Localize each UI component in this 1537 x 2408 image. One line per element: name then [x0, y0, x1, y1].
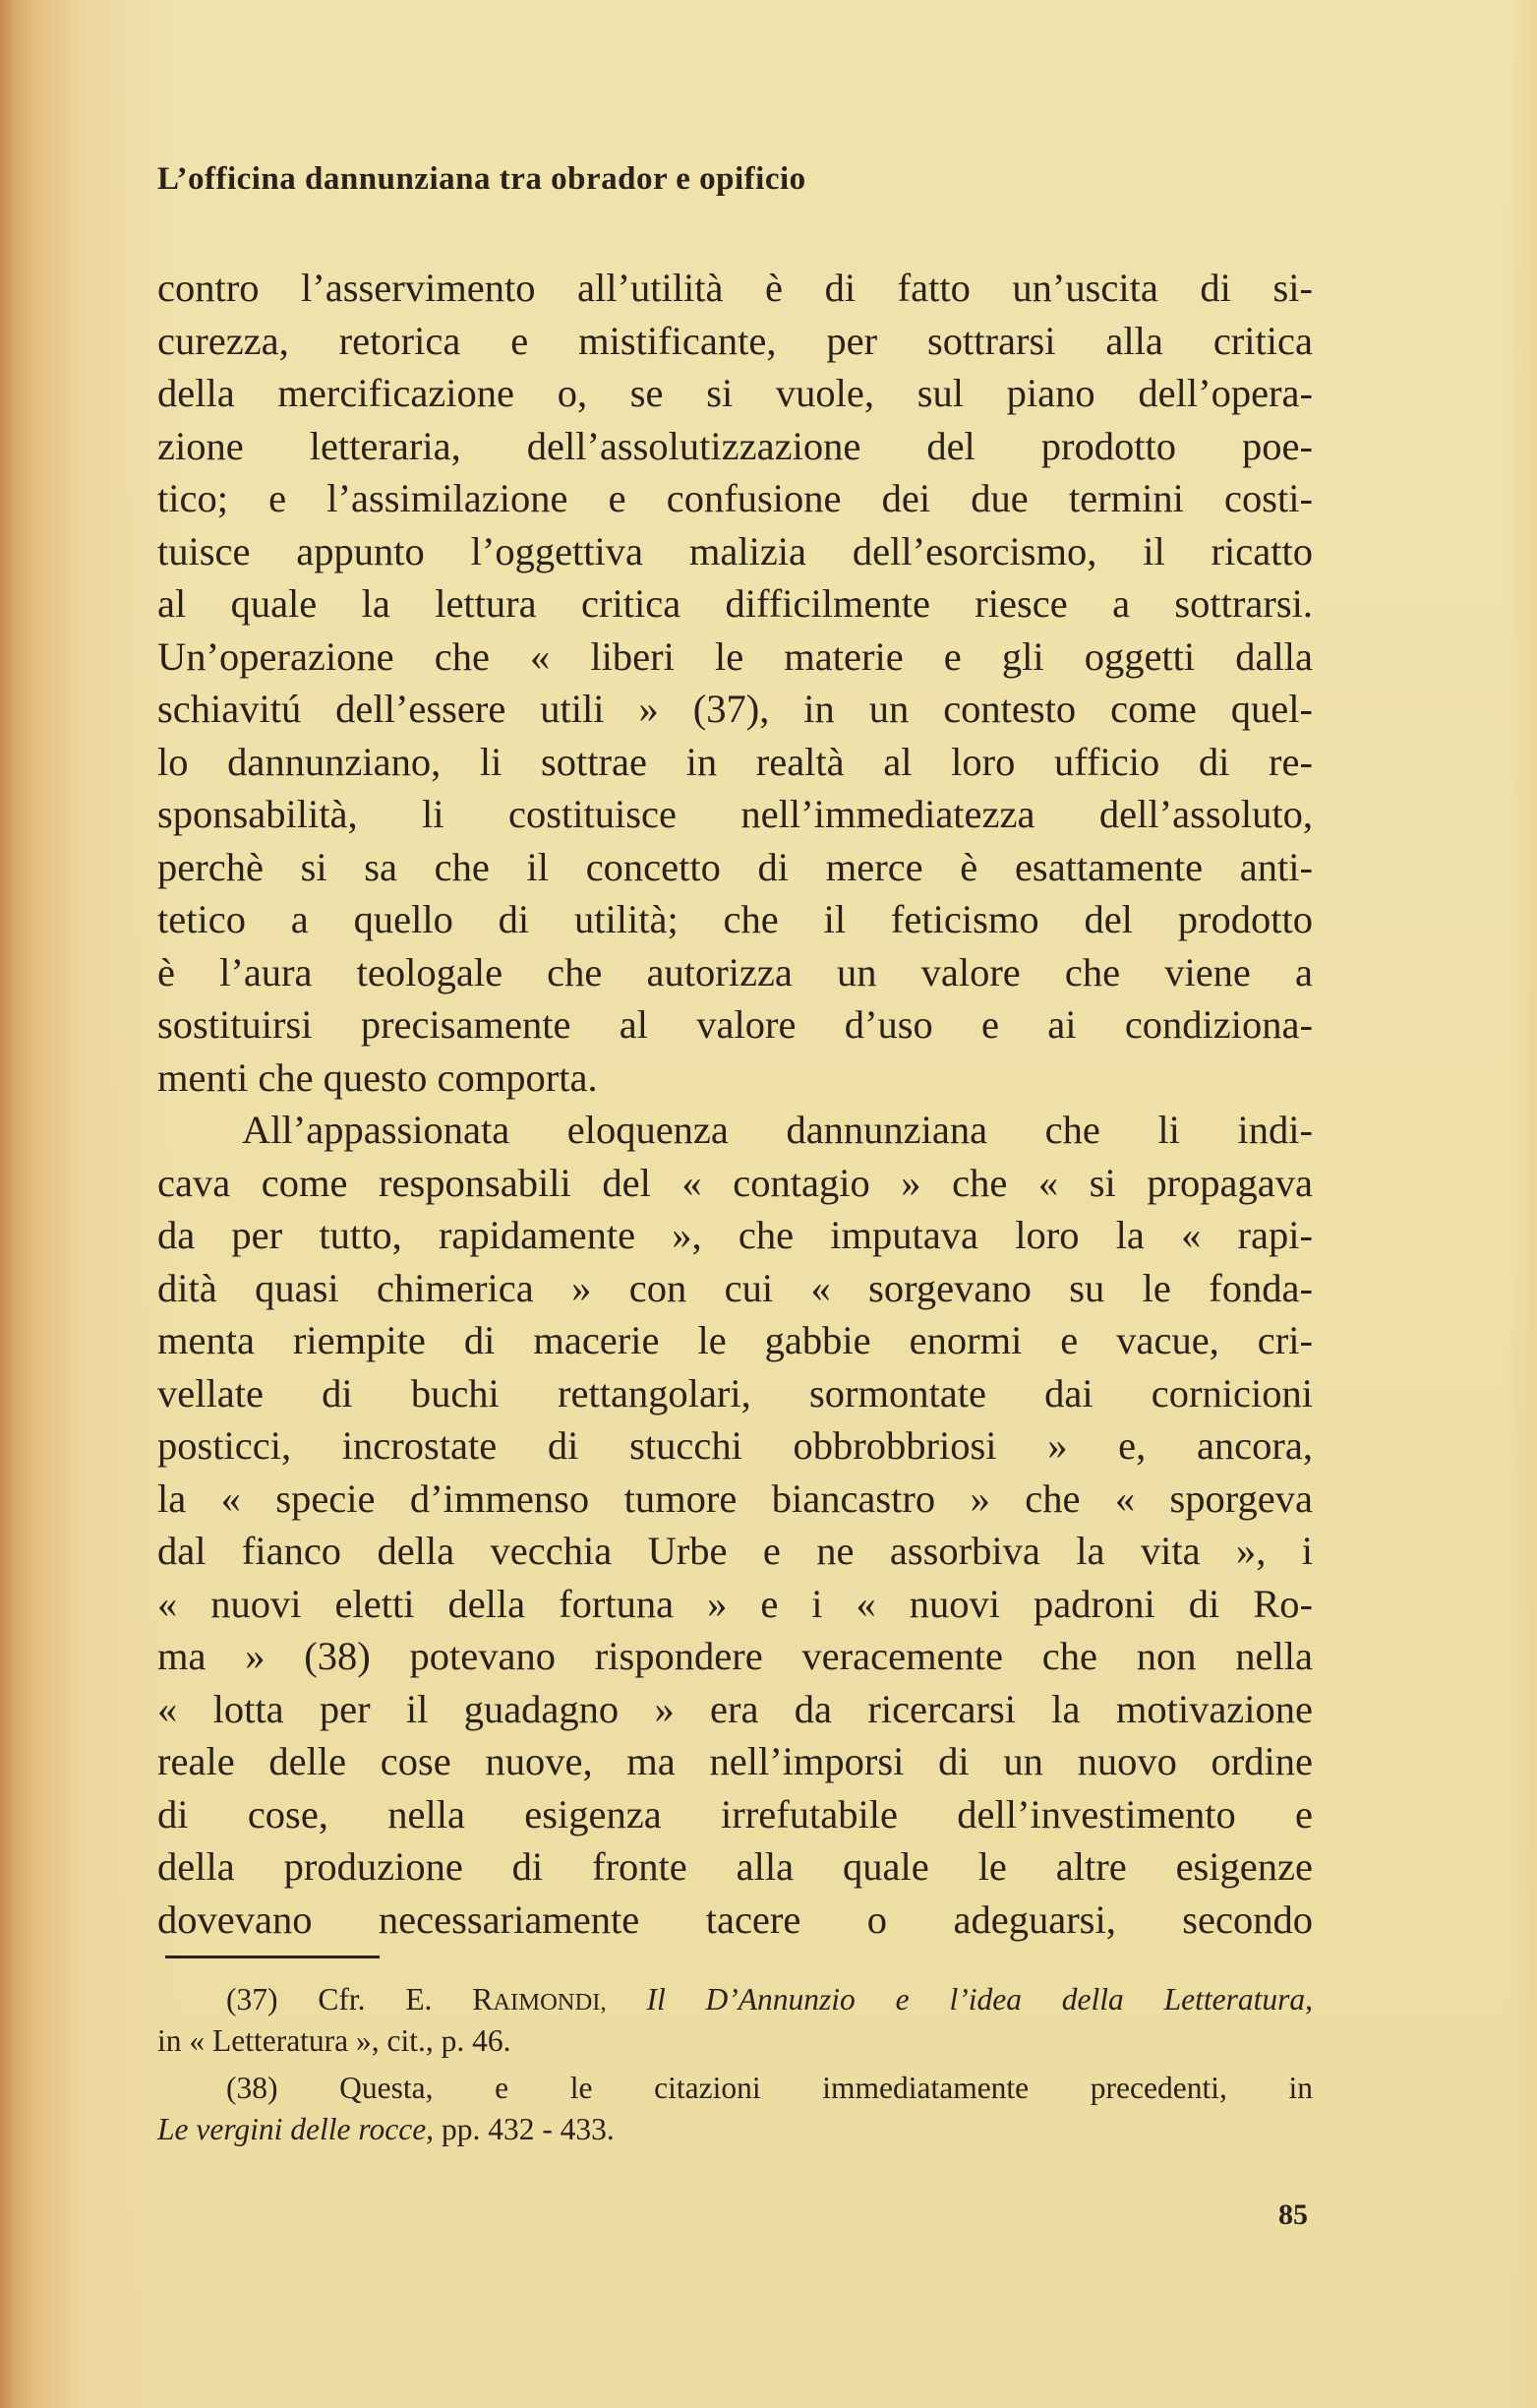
- text-line: tetico a quello di utilità; che il feticismo del prodotto: [157, 897, 1313, 941]
- text-line: al quale la lettura critica difficilmente riesce a sottrarsi.: [157, 581, 1313, 626]
- text-line: tico; e l’assimilazione e confusione dei due termini costi-: [157, 476, 1313, 520]
- footnote-38-line-2: [157, 2109, 1313, 2150]
- text-line: « nuovi eletti della fortuna » e i « nuovi padroni di Ro-: [157, 1581, 1313, 1626]
- text-line: ma » (38) potevano rispondere veracemente che non nella: [157, 1634, 1313, 1678]
- footnote-pages: pp. 432 - 433.: [441, 2112, 615, 2146]
- text-line: cava come responsabili del « contagio » che « si propagava: [157, 1160, 1313, 1205]
- text-line: da per tutto, rapidamente », che imputava loro la « rapi-: [157, 1213, 1313, 1257]
- footnote-37-line-2: in « Letteratura », cit., p. 46.: [157, 2023, 511, 2058]
- footnote-title: Il D’Annunzio e l’idea della Letteratura,: [646, 1982, 1314, 2017]
- text-line: contro l’asservimento all’utilità è di fatto un’uscita di si-: [157, 266, 1313, 310]
- text-line: posticci, incrostate di stucchi obbrobbriosi » e, ancora,: [157, 1423, 1313, 1468]
- text-line: reale delle cose nuove, ma nell’imporsi di un nuovo ordine: [157, 1739, 1313, 1783]
- text-line: della produzione di fronte alla quale le altre esigenze: [157, 1844, 1313, 1889]
- text-line: la « specie d’immenso tumore biancastro » che « sporgeva: [157, 1475, 1313, 1521]
- text-line: All’appassionata eloquenza dannunziana che li indi-: [242, 1108, 1313, 1152]
- text-line: zione letteraria, dell’assolutizzazione del prodotto poe-: [157, 423, 1313, 468]
- footnote-rule: [165, 1956, 380, 1958]
- footnote-title: Le vergini delle rocce,: [157, 2112, 435, 2146]
- footnote-text: Questa, e le citazioni immediatamente precedenti, in: [339, 2071, 1313, 2105]
- body-text: [157, 262, 1313, 1946]
- footnote-text: Cfr. E.: [318, 1982, 433, 2017]
- text-line: sponsabilità, li costituisce nell’immediatezza dell’assoluto,: [157, 792, 1313, 836]
- footnote-38-line-1: [157, 2068, 1313, 2109]
- footnote-number: (37): [226, 1982, 278, 2017]
- text-line: lo dannunziano, li sottrae in realtà al loro ufficio di re-: [157, 739, 1313, 784]
- text-line: della mercificazione o, se si vuole, sul piano dell’opera-: [157, 371, 1313, 415]
- running-head: L’officina dannunziana tra obrador e opificio: [157, 161, 806, 197]
- text-line: vellate di buchi rettangolari, sormontate dai cornicioni: [157, 1370, 1313, 1415]
- text-line: dità quasi chimerica » con cui « sorgevano su le fonda-: [157, 1265, 1313, 1310]
- footnote-author: RAIMONDI,: [472, 1982, 607, 2017]
- text-line: « lotta per il guadagno » era da ricercarsi la motivazione: [157, 1686, 1313, 1731]
- text-line: è l’aura teologale che autorizza un valore che viene a: [157, 949, 1313, 994]
- footnote-number: (38): [226, 2071, 278, 2105]
- text-line: dal fianco della vecchia Urbe e ne assorbiva la vita », i: [157, 1529, 1313, 1573]
- text-line: menti che questo comporta.: [157, 1054, 598, 1100]
- text-line: curezza, retorica e mistificante, per sottrarsi alla critica: [157, 318, 1313, 363]
- text-line: perchè si sa che il concetto di merce è esattamente anti-: [157, 844, 1313, 889]
- footnote-37-line-1: [157, 1979, 1313, 2020]
- text-line: Un’operazione che « liberi le materie e gli oggetti dalla: [157, 633, 1313, 679]
- text-line: sostituirsi precisamente al valore d’uso e ai condiziona-: [157, 1002, 1313, 1047]
- text-line: schiavitú dell’essere utili » (37), in un contesto come quel-: [157, 687, 1313, 731]
- text-line: menta riempite di macerie le gabbie enormi e vacue, cri-: [157, 1318, 1313, 1362]
- text-line: di cose, nella esigenza irrefutabile dell’investimento e: [157, 1791, 1313, 1836]
- footnotes: [157, 1979, 1313, 2150]
- text-line: tuisce appunto l’oggettiva malizia dell’esorcismo, il ricatto: [157, 528, 1313, 573]
- text-line: dovevano necessariamente tacere o adeguarsi, secondo: [157, 1896, 1313, 1942]
- page-number: 85: [1278, 2198, 1308, 2231]
